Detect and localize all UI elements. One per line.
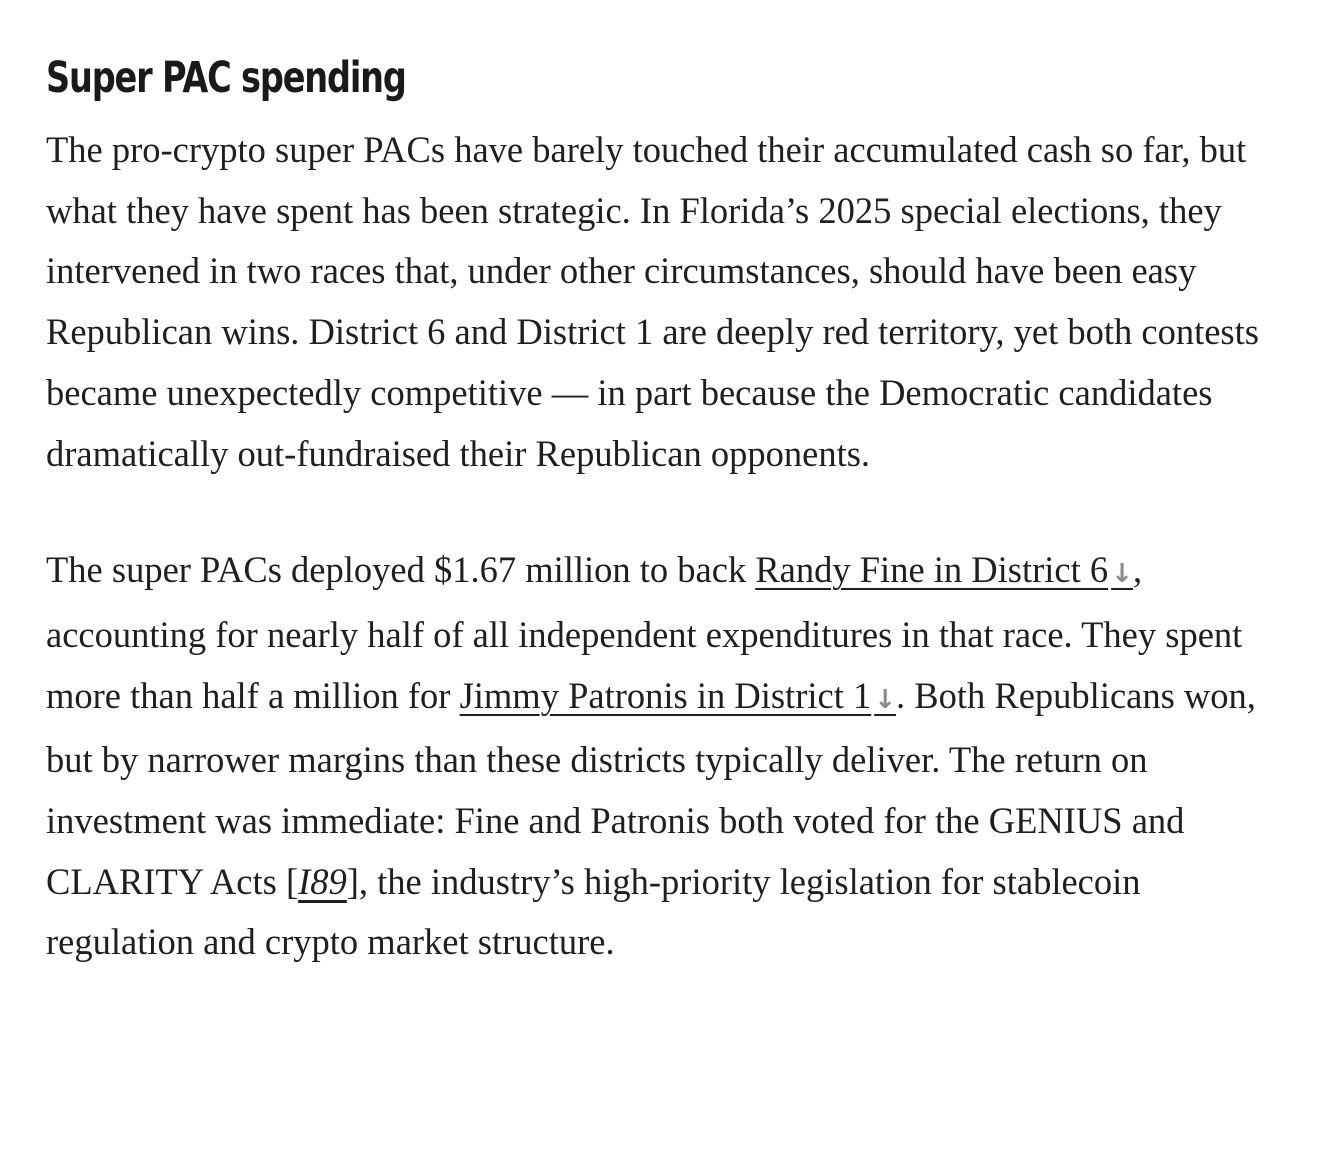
- citation-link[interactable]: I89: [298, 860, 347, 902]
- randy-fine-link-label: Randy Fine in District 6: [755, 549, 1109, 591]
- paragraph-2-text-1: The super PACs deployed $1.67 million to back: [46, 549, 756, 591]
- jimmy-patronis-link[interactable]: [460, 675, 896, 716]
- section-heading: Super PAC spending: [46, 53, 406, 103]
- paragraph-2-text-2: , accounting for nearly half of all independent expenditures in that race. They spent more than half a million for: [46, 549, 1243, 716]
- randy-fine-link[interactable]: [755, 549, 1133, 590]
- paragraph-1: The pro-crypto super PACs have barely touched their accumulated cash so far, but what they have spent has been strategic. In Florida’s 2025 special elections, they intervened in two races that, under other circumstances, should have been easy Republican wins. District 6 and District 1 are deeply red territory, yet both contests became unexpectedly competitive — in part because the Democratic candidates dramatically out-fundraised their Republican opponents.: [46, 129, 1259, 474]
- paragraph-2: [46, 540, 1286, 973]
- paragraph-2-text-4: ], the industry’s high-priority legislation for stablecoin regulation and crypto market structure.: [46, 860, 1141, 963]
- jimmy-patronis-link-label: Jimmy Patronis in District 1: [459, 674, 872, 716]
- paragraph-2-text-3: . Both Republicans won, but by narrower margins than these districts typically deliver. The return on investment was immediate: Fine and Patronis both voted for the GENIUS and CLARITY Acts [: [46, 674, 1256, 902]
- arrow-down-icon: ↓: [1111, 559, 1133, 590]
- arrow-down-icon: ↓: [874, 684, 897, 715]
